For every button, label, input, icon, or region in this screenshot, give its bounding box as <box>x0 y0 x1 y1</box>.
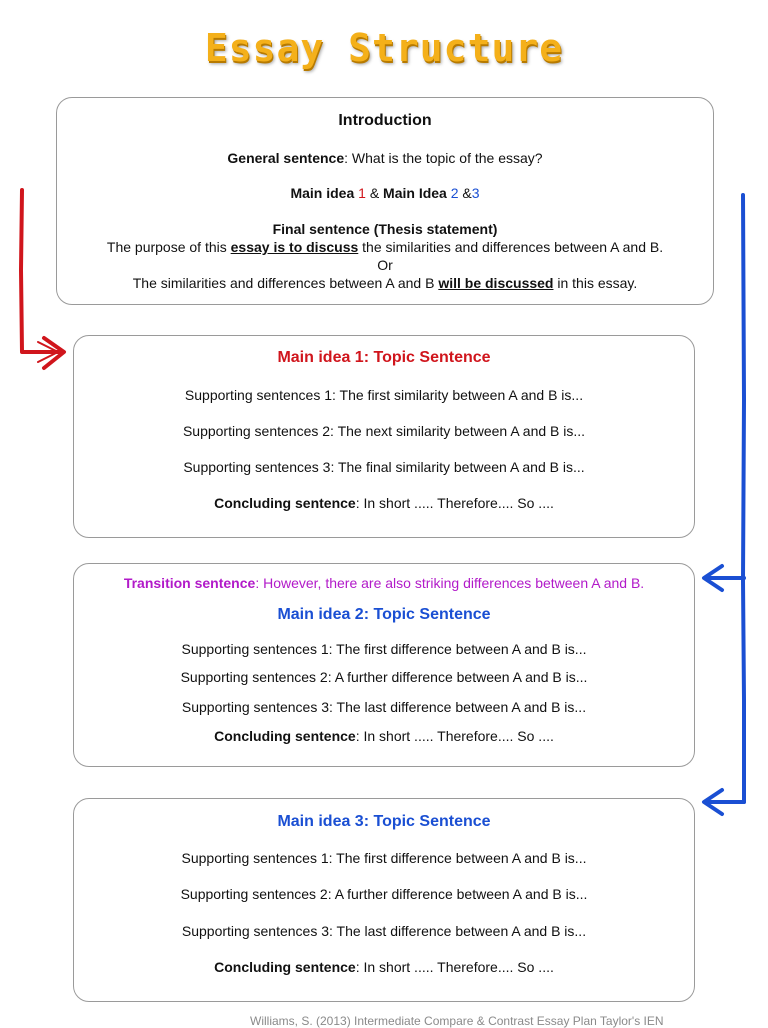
page-title: Essay Structure <box>204 26 564 70</box>
main-idea-3-support-3: Supporting sentences 3: The last difference between A and B is... <box>181 923 587 939</box>
thesis-purpose-pre: The purpose of this <box>106 239 227 255</box>
ampersand: & <box>462 185 472 201</box>
concluding-text: : In short ..... Therefore.... So .... <box>355 728 554 744</box>
main-idea-1-support-2: Supporting sentences 2: The next similarity between A and B is... <box>182 423 586 439</box>
main-idea-2-heading: Main idea 2: Topic Sentence <box>277 606 491 623</box>
main-idea-2-support-1: Supporting sentences 1: The first difference between A and B is... <box>181 641 587 657</box>
main-idea-1-support-3: Supporting sentences 3: The final similarity between A and B is... <box>183 459 585 475</box>
main-idea-number-2: 2 <box>450 185 459 201</box>
citation-footer: Williams, S. (2013) Intermediate Compare & Contrast Essay Plan Taylor's IEN <box>250 1014 664 1028</box>
main-idea-3-heading: Main idea 3: Topic Sentence <box>277 813 491 830</box>
introduction-heading: Introduction <box>338 112 432 129</box>
thesis-alt-post: in this essay. <box>557 275 638 291</box>
main-idea-3-support-2: Supporting sentences 2: A further difference between A and B is... <box>180 886 588 902</box>
concluding-label: Concluding sentence <box>214 728 356 744</box>
concluding-text: : In short ..... Therefore.... So .... <box>355 959 554 975</box>
general-sentence-label: General sentence <box>227 150 345 166</box>
main-idea-2-support-3: Supporting sentences 3: The last difference between A and B is... <box>181 699 587 715</box>
transition-text: : However, there are also striking differences between A and B. <box>255 575 645 591</box>
main-idea-1-heading: Main idea 1: Topic Sentence <box>277 349 491 366</box>
thesis-or: Or <box>377 257 393 273</box>
main-idea-1-support-1: Supporting sentences 1: The first similarity between A and B is... <box>184 387 584 403</box>
blue-arrow-icon <box>704 195 744 814</box>
main-idea-label: Main idea <box>290 185 355 201</box>
red-arrow-icon <box>21 190 64 368</box>
concluding-text: : In short ..... Therefore.... So .... <box>355 495 554 511</box>
main-idea-label: Main Idea <box>383 185 447 201</box>
thesis-alt-pre: The similarities and differences between A and B <box>132 275 435 291</box>
main-idea-2-support-2: Supporting sentences 2: A further difference between A and B is... <box>180 669 588 685</box>
main-idea-number-3: 3 <box>471 185 480 201</box>
concluding-label: Concluding sentence <box>214 959 356 975</box>
thesis-purpose-bold: essay is to discuss <box>230 239 359 255</box>
concluding-label: Concluding sentence <box>214 495 356 511</box>
final-sentence-label: Final sentence (Thesis statement) <box>272 221 498 237</box>
general-sentence-text: : What is the topic of the essay? <box>344 150 543 166</box>
ampersand: & <box>369 185 380 201</box>
thesis-purpose-post: the similarities and differences between A and B. <box>362 239 664 255</box>
main-idea-number-1: 1 <box>358 185 366 201</box>
main-idea-3-support-1: Supporting sentences 1: The first difference between A and B is... <box>181 850 587 866</box>
thesis-alt-bold: will be discussed <box>438 275 554 291</box>
transition-label: Transition sentence <box>123 575 256 591</box>
